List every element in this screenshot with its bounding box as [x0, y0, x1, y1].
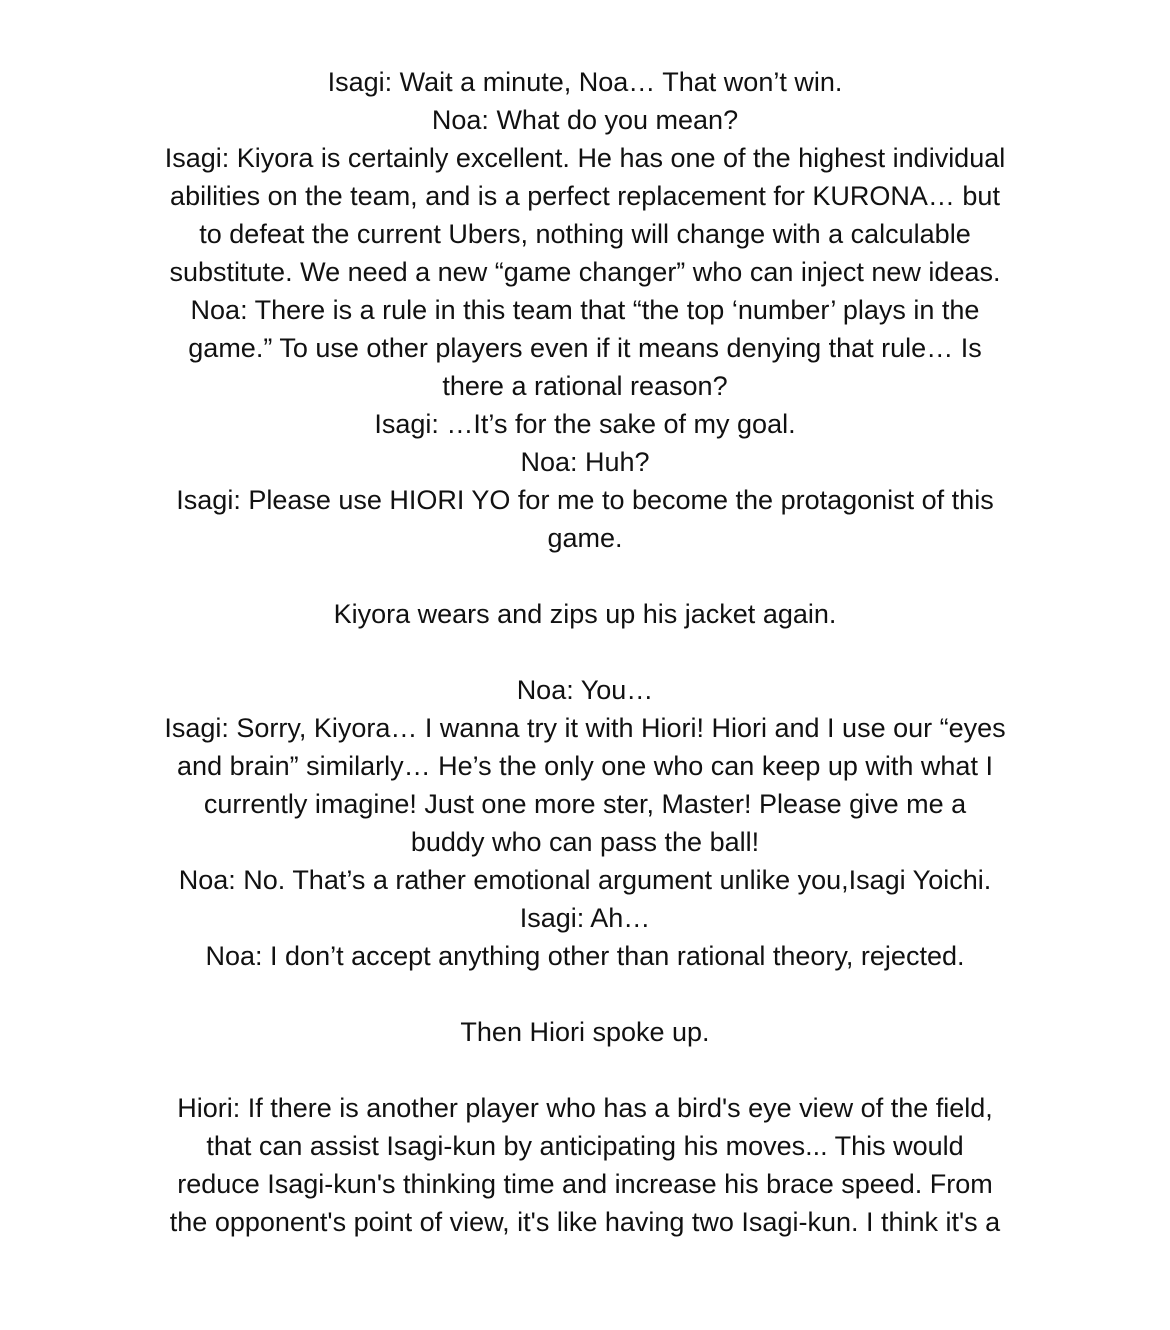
- text-line: Isagi: Kiyora is certainly excellent. He has one of the highest individual: [164, 143, 1006, 173]
- text-line: game.: [547, 523, 623, 553]
- paragraph-gap: [135, 557, 1035, 595]
- script-text: [135, 63, 1035, 1241]
- document-page: [0, 63, 1170, 1241]
- text-line: and brain” similarly… He’s the only one who can keep up with what I: [177, 751, 993, 781]
- paragraph-gap: [135, 633, 1035, 671]
- text-line: Hiori: If there is another player who has a bird's eye view of the field,: [177, 1093, 993, 1123]
- text-line: Isagi: Sorry, Kiyora… I wanna try it with Hiori! Hiori and I use our “eyes: [164, 713, 1006, 743]
- text-line: Noa: You…: [516, 675, 654, 705]
- text-line: Noa: No. That’s a rather emotional argument unlike you,Isagi Yoichi.: [178, 865, 992, 895]
- text-line: substitute. We need a new “game changer” who can inject new ideas.: [169, 257, 1001, 287]
- text-line: Isagi: Ah…: [519, 903, 651, 933]
- text-line: Noa: Huh?: [520, 447, 650, 477]
- text-line: there a rational reason?: [442, 371, 728, 401]
- text-line: Noa: I don’t accept anything other than rational theory, rejected.: [205, 941, 965, 971]
- narration-line: Kiyora wears and zips up his jacket again.: [333, 599, 837, 629]
- text-line: to defeat the current Ubers, nothing will change with a calculable: [199, 219, 971, 249]
- text-line: Isagi: Wait a minute, Noa… That won’t win.: [327, 67, 843, 97]
- text-line: Isagi: Please use HIORI YO for me to become the protagonist of this: [176, 485, 994, 515]
- text-line: Isagi: …It’s for the sake of my goal.: [374, 409, 796, 439]
- text-line: reduce Isagi-kun's thinking time and increase his brace speed. From: [177, 1169, 993, 1199]
- text-line: Noa: What do you mean?: [431, 105, 739, 135]
- text-line: game.” To use other players even if it means denying that rule… Is: [188, 333, 982, 363]
- narration-line: Then Hiori spoke up.: [460, 1017, 710, 1047]
- text-line: currently imagine! Just one more ster, Master! Please give me a: [203, 789, 967, 819]
- text-line: the opponent's point of view, it's like having two Isagi-kun. I think it's a: [169, 1207, 1001, 1237]
- text-line: abilities on the team, and is a perfect replacement for KURONA… but: [170, 181, 1000, 211]
- text-line: buddy who can pass the ball!: [410, 827, 760, 857]
- text-line: that can assist Isagi-kun by anticipating his moves... This would: [206, 1131, 964, 1161]
- paragraph-gap: [135, 975, 1035, 1013]
- text-line: Noa: There is a rule in this team that “the top ‘number’ plays in the: [190, 295, 980, 325]
- paragraph-gap: [135, 1051, 1035, 1089]
